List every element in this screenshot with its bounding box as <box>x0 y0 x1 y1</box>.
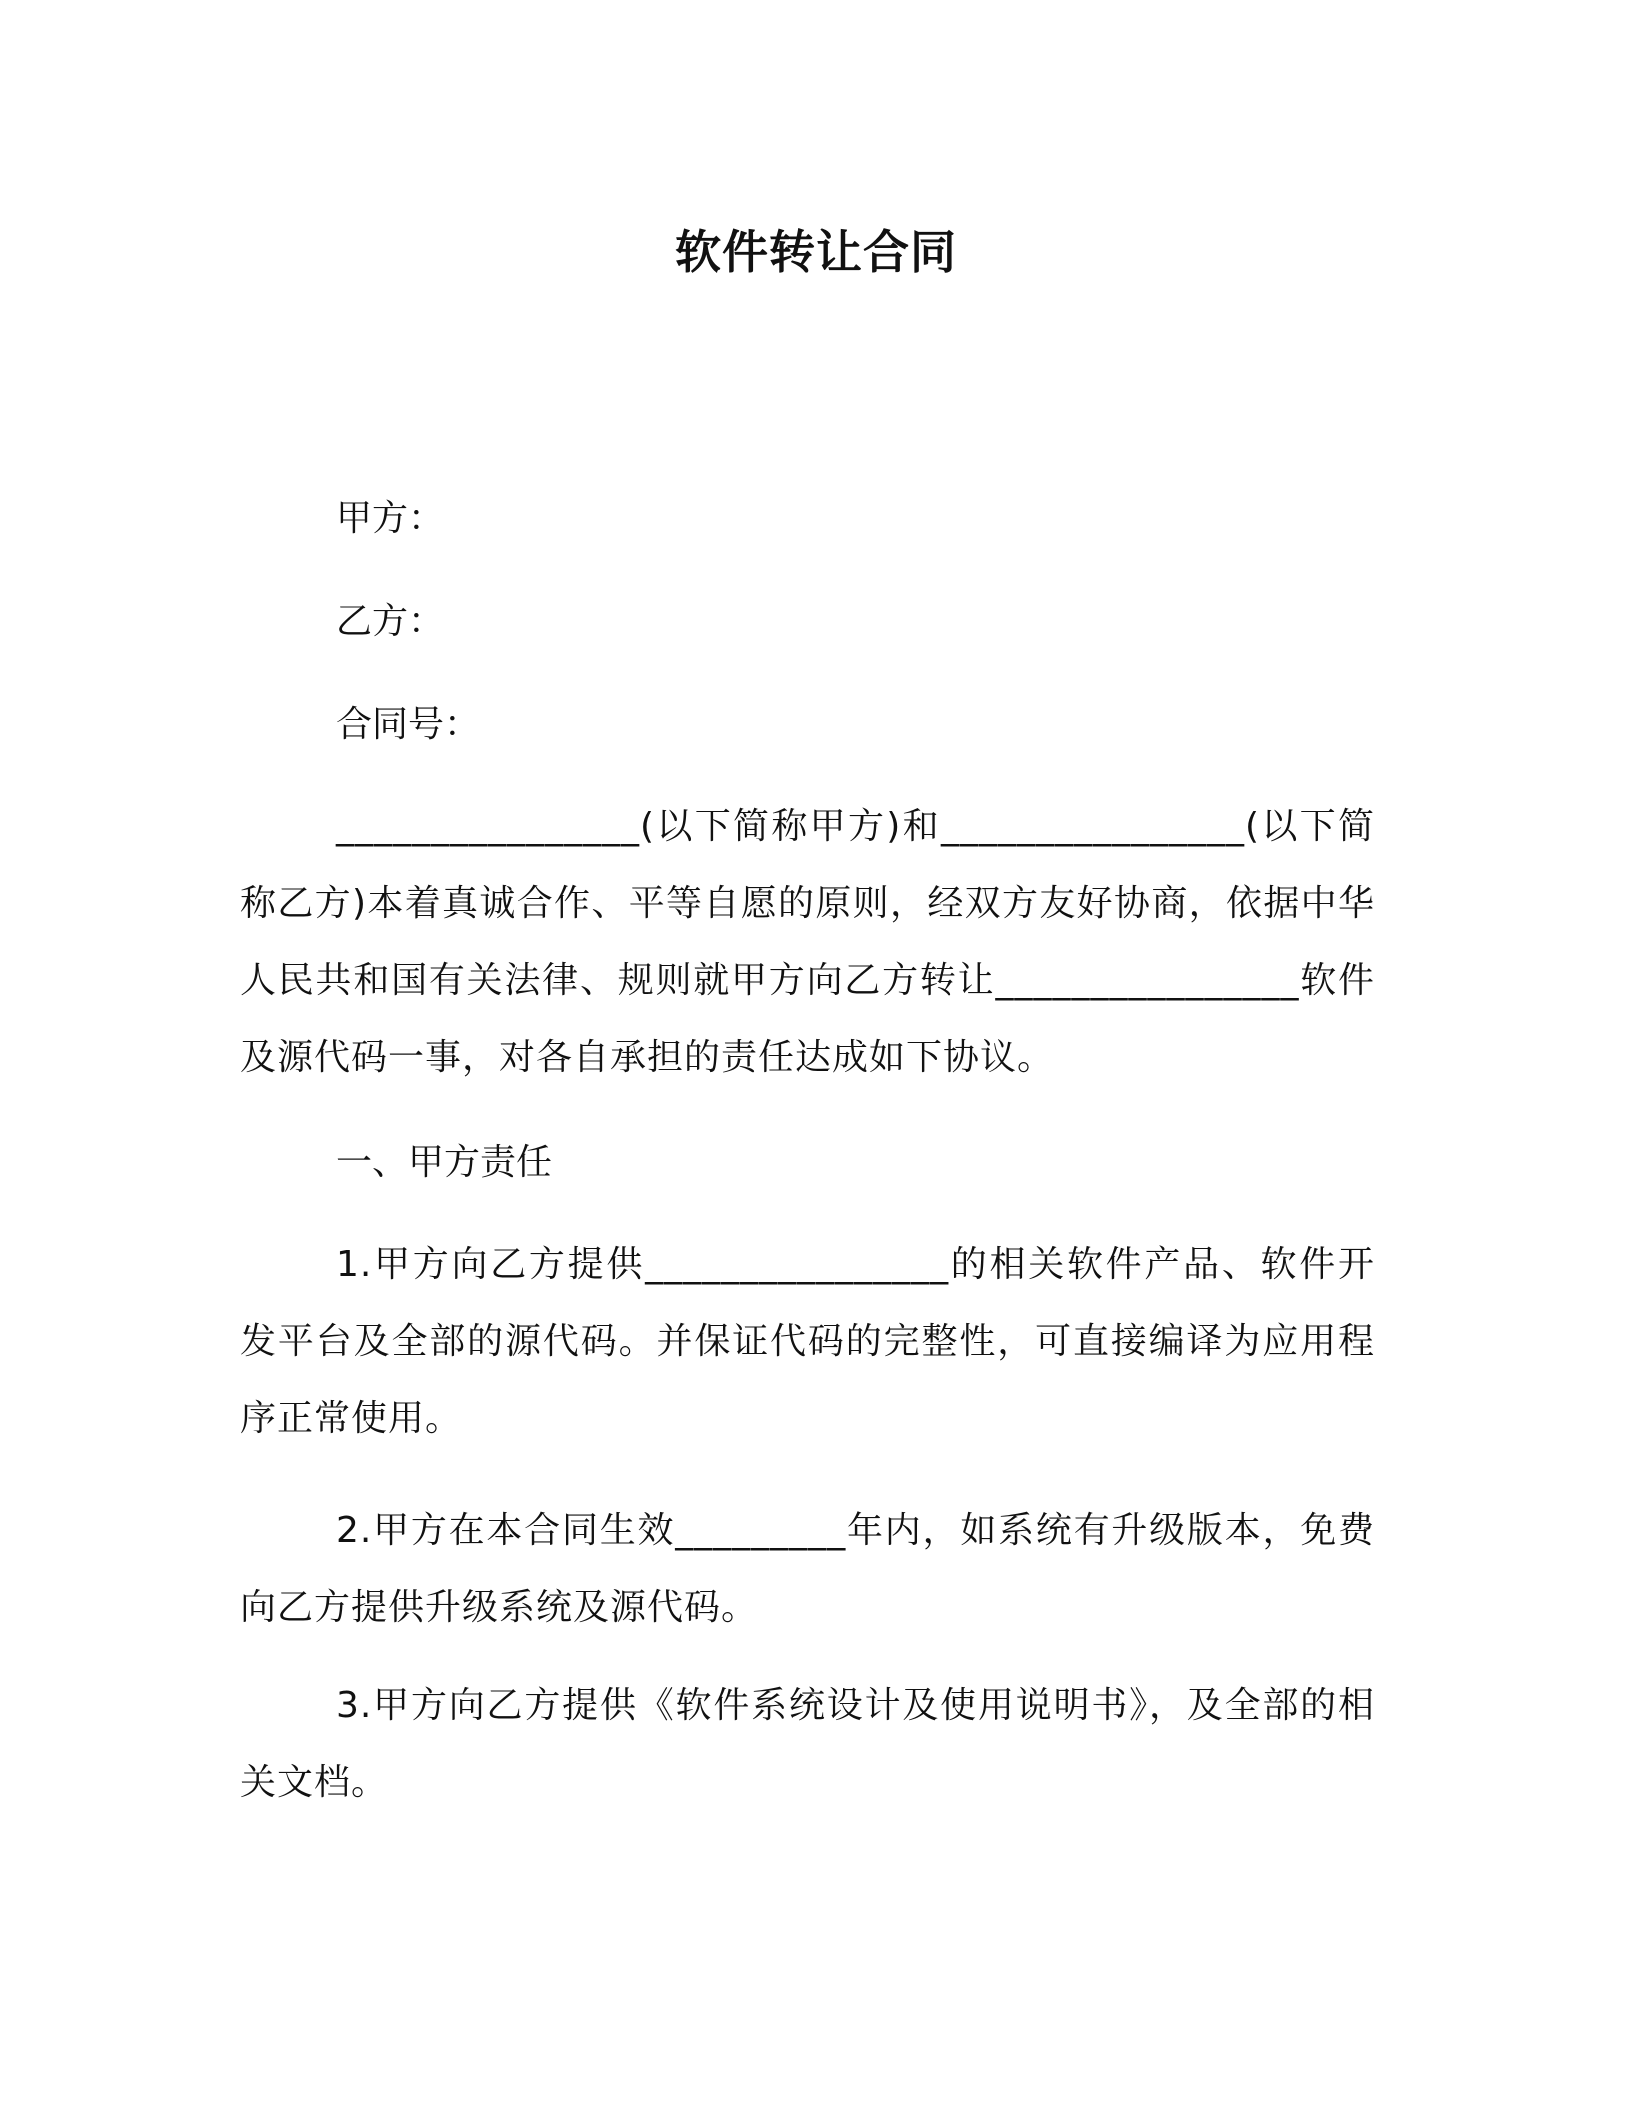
contract-number-label: 合同号： <box>336 704 481 745</box>
clause-1: 1.甲方向乙方提供________________的相关软件产品、软件开发平台及全部的源代码。并保证代码的完整性，可直接编译为应用程序正常使用。 <box>240 1244 1375 1439</box>
preamble-paragraph: ________________(以下简称甲方)和________________(以下简称乙方)本着真诚合作、平等自愿的原则，经双方友好协商，依据中华人民共和国有关法律、规则就甲方向乙方转让________________软件及源代码一事，对各自承担的责任达成如下协议。 <box>240 806 1375 1078</box>
document-title: 软件转让合同 <box>675 225 957 279</box>
party-b-label: 乙方： <box>336 601 445 642</box>
clause-2: 2.甲方在本合同生效_________年内，如系统有升级版本，免费向乙方提供升级系统及源代码。 <box>240 1510 1375 1628</box>
clause-3: 3.甲方向乙方提供《软件系统设计及使用说明书》，及全部的相关文档。 <box>240 1685 1375 1803</box>
party-a-label: 甲方： <box>336 498 445 539</box>
section-heading-party-a-duties: 一、甲方责任 <box>336 1142 553 1183</box>
